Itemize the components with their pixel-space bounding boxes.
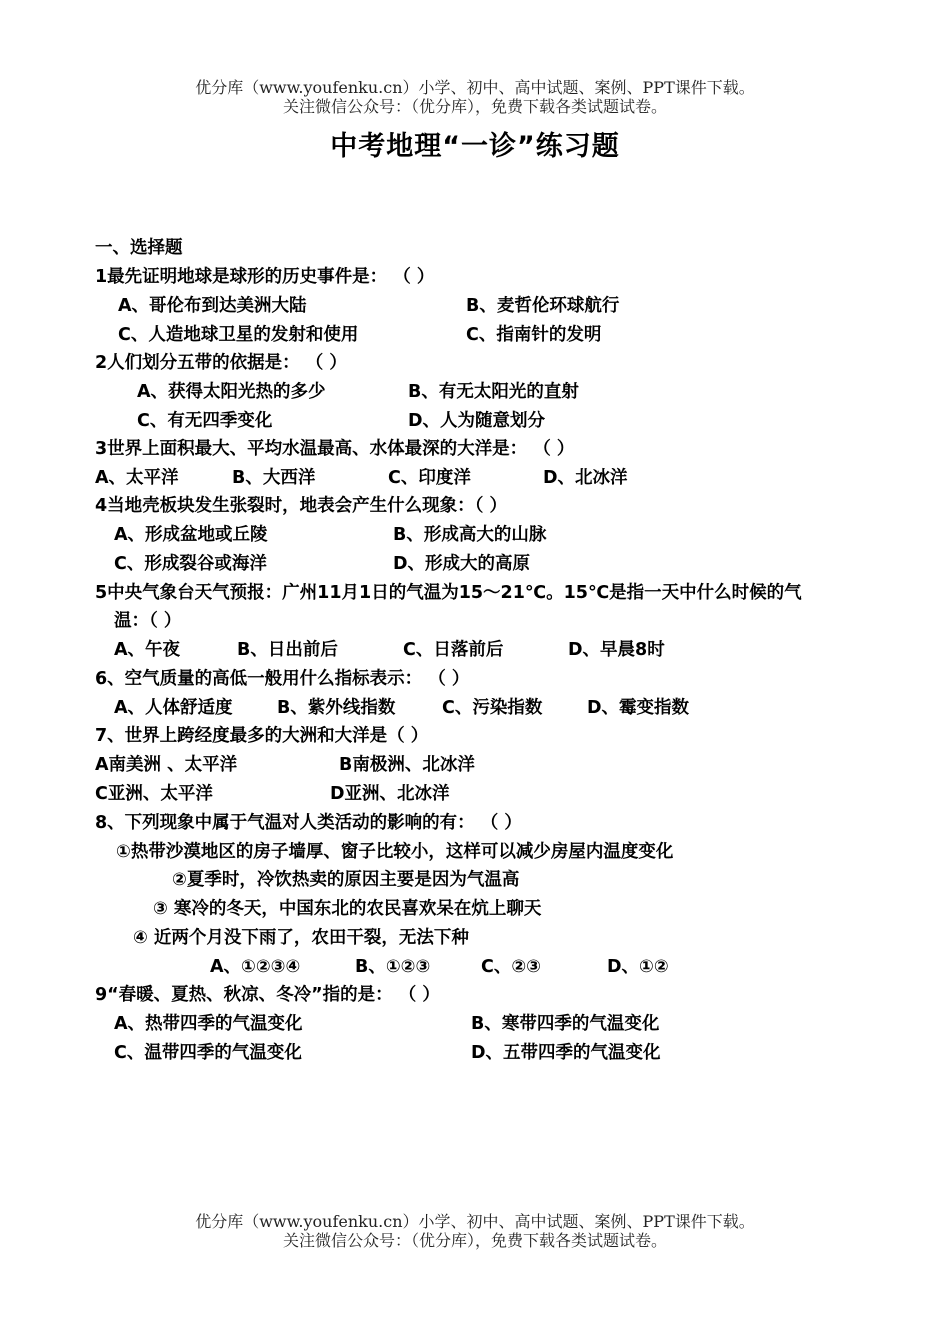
question-4-option-c: C、形成裂谷或海洋 (114, 554, 267, 574)
question-2-option-a: A、获得太阳光热的多少 (137, 382, 326, 402)
question-2-stem: 2人们划分五带的依据是： （ ） (95, 353, 347, 373)
question-7-option-d: D亚洲、北冰洋 (330, 784, 450, 804)
question-8-option-a: A、①②③④ (210, 957, 301, 977)
question-8-item-2: ②夏季时，冷饮热卖的原因主要是因为气温高 (172, 870, 520, 890)
question-7-option-b: B南极洲、北冰洋 (339, 755, 475, 775)
question-4-stem: 4当地壳板块发生张裂时，地表会产生什么现象：（ ） (95, 496, 508, 516)
question-8-option-d: D、①② (607, 957, 669, 977)
question-5-option-d: D、早晨8时 (568, 640, 665, 660)
question-2-option-b: B、有无太阳光的直射 (408, 382, 579, 402)
question-6-option-c: C、污染指数 (442, 698, 543, 718)
question-8-option-c: C、②③ (481, 957, 541, 977)
question-6-stem: 6、空气质量的高低一般用什么指标表示： （ ） (95, 669, 470, 689)
question-8-item-4: ④ 近两个月没下雨了，农田干裂，无法下种 (133, 928, 469, 948)
page-header (0, 78, 950, 116)
question-8-stem: 8、下列现象中属于气温对人类活动的影响的有： （ ） (95, 813, 522, 833)
question-9-option-d: D、五带四季的气温变化 (471, 1043, 661, 1063)
question-9-option-c: C、温带四季的气温变化 (114, 1043, 302, 1063)
question-5-option-a: A、午夜 (114, 640, 181, 660)
question-9-option-b: B、寒带四季的气温变化 (471, 1014, 660, 1034)
question-8-item-3: ③ 寒冷的冬天，中国东北的农民喜欢呆在炕上聊天 (153, 899, 542, 919)
question-1-stem: 1最先证明地球是球形的历史事件是： （ ） (95, 267, 435, 287)
question-9-option-a: A、热带四季的气温变化 (114, 1014, 303, 1034)
question-6-option-b: B、紫外线指数 (277, 698, 396, 718)
question-7-option-a: A南美洲 、太平洋 (95, 755, 238, 775)
question-3-option-a: A、太平洋 (95, 468, 179, 488)
question-6-option-d: D、霉变指数 (587, 698, 690, 718)
question-5-stem-continued: 温：（ ） (114, 611, 182, 631)
section-heading: 一、选择题 (95, 238, 183, 258)
question-3-option-b: B、大西洋 (232, 468, 316, 488)
question-5-option-c: C、日落前后 (403, 640, 504, 660)
question-7-stem: 7、世界上跨经度最多的大洲和大洋是（ ） (95, 726, 429, 746)
footer-line-2: 关注微信公众号：（优分库），免费下载各类试题试卷。 (282, 1231, 667, 1250)
question-3-stem: 3世界上面积最大、平均水温最高、水体最深的大洋是： （ ） (95, 439, 575, 459)
question-7-option-c: C亚洲、太平洋 (95, 784, 213, 804)
question-3-option-c: C、印度洋 (388, 468, 471, 488)
question-6-option-a: A、人体舒适度 (114, 698, 233, 718)
question-1-option-d: C、指南针的发明 (466, 325, 602, 345)
question-2-option-d: D、人为随意划分 (408, 411, 546, 431)
header-line-2: 关注微信公众号：（优分库），免费下载各类试题试卷。 (282, 97, 667, 116)
question-8-item-1: ①热带沙漠地区的房子墙厚、窗子比较小，这样可以减少房屋内温度变化 (116, 842, 674, 862)
question-1-option-b: B、麦哲伦环球航行 (466, 296, 620, 316)
question-8-option-b: B、①②③ (355, 957, 431, 977)
question-9-stem: 9“春暖、夏热、秋凉、冬冷”指的是： （ ） (95, 985, 440, 1005)
question-2-option-c: C、有无四季变化 (137, 411, 273, 431)
question-5-stem: 5中央气象台天气预报：广州11月1日的气温为15～21℃。15℃是指一天中什么时候的气 (95, 583, 802, 603)
question-1-option-c: C、人造地球卫星的发射和使用 (118, 325, 359, 345)
question-1-option-a: A、哥伦布到达美洲大陆 (118, 296, 307, 316)
question-4-option-b: B、形成高大的山脉 (393, 525, 547, 545)
question-4-option-a: A、形成盆地或丘陵 (114, 525, 268, 545)
question-5-option-b: B、日出前后 (237, 640, 338, 660)
header-line-1: 优分库（www.youfenku.cn）小学、初中、高中试题、案例、PPT课件下载。 (195, 78, 755, 97)
footer-line-1: 优分库（www.youfenku.cn）小学、初中、高中试题、案例、PPT课件下载。 (195, 1212, 755, 1231)
question-4-option-d: D、形成大的高原 (393, 554, 531, 574)
page-footer (0, 1212, 950, 1250)
page-title: 中考地理“一诊”练习题 (330, 131, 620, 162)
question-3-option-d: D、北冰洋 (543, 468, 628, 488)
